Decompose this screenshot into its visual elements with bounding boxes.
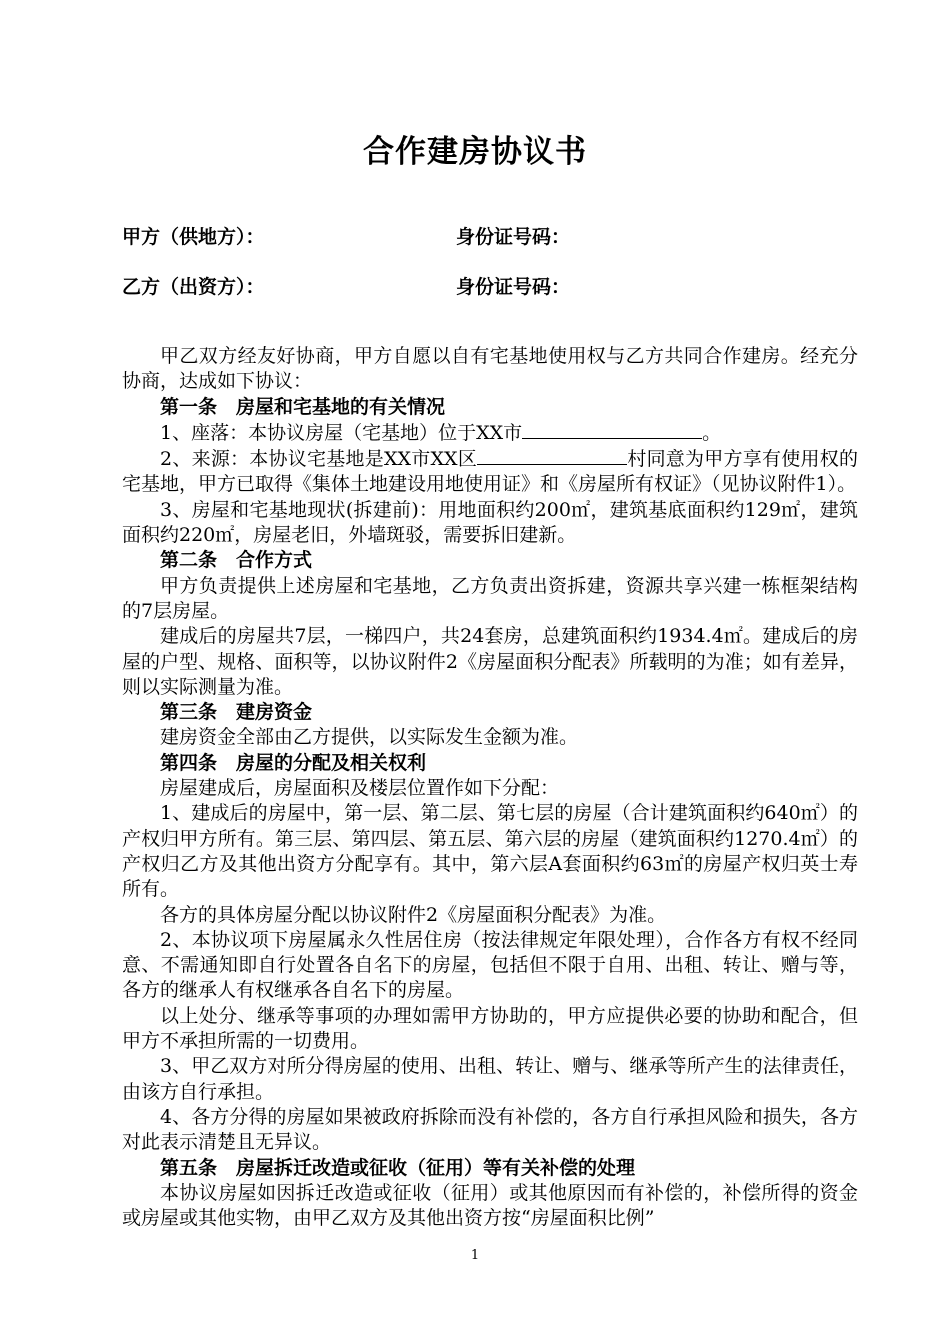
article-2-paragraph-2: 建成后的房屋共7层，一梯四户，共24套房，总建筑面积约1934.4㎡。建成后的房屋的户型、规格、面积等，以协议附件2《房屋面积分配表》所载明的为准；如有差异，则以实际测量为准。	[122, 625, 858, 698]
party-b-label: 乙方（出资方）：	[122, 276, 265, 298]
article-5-heading: 第五条 房屋拆迁改造或征收（征用）等有关补偿的处理	[160, 1156, 636, 1179]
party-a-id-label: 身份证号码：	[456, 226, 571, 248]
article-4-paragraph-1: 房屋建成后，房屋面积及楼层位置作如下分配：	[160, 777, 560, 800]
document-title: 合作建房协议书	[363, 134, 587, 170]
article-1-item-2	[122, 446, 858, 498]
article-4-paragraph-3: 各方的具体房屋分配以协议附件2《房屋面积分配表》为准。	[160, 903, 667, 926]
article-4-paragraph-2: 1、建成后的房屋中，第一层、第二层、第七层的房屋（合计建筑面积约640㎡）的产权归甲方所有。第三层、第四层、第五层、第六层的房屋（建筑面积约1270.4㎡）的产权归乙方及其他出资方分配享有。其中，第六层A套面积约63㎡的房屋产权归英士寿所有。	[122, 802, 858, 901]
article-4-paragraph-7: 4、各方分得的房屋如果被政府拆除而没有补偿的，各方自行承担风险和损失，各方对此表示清楚且无异议。	[122, 1105, 858, 1154]
article-1-heading: 第一条 房屋和宅基地的有关情况	[160, 395, 446, 418]
article-4-heading: 第四条 房屋的分配及相关权利	[160, 751, 427, 774]
article-1-item-1	[122, 420, 858, 446]
article-4-paragraph-6: 3、甲乙双方对所分得房屋的使用、出租、转让、赠与、继承等所产生的法律责任，由该方自行承担。	[122, 1055, 858, 1103]
source-rest: 村同意为甲方享有使用权的宅基地，甲方已取得《集体土地建设用地使用证》和《房屋所有权证》（见协议附件1）。	[122, 448, 858, 496]
article-1-item-3: 3、房屋和宅基地现状(拆建前)：用地面积约200㎡，建筑基底面积约129㎡，建筑面积约220㎡，房屋老旧，外墙斑驳，需要拆旧建新。	[122, 498, 858, 547]
party-b-id-label: 身份证号码：	[456, 276, 571, 298]
location-text: 1、座落：本协议房屋（宅基地）位于XX市	[160, 421, 523, 444]
article-2-heading: 第二条 合作方式	[160, 549, 313, 572]
source-text: 2、来源：本协议宅基地是XX市XX区	[160, 448, 478, 471]
article-4-paragraph-4: 2、本协议项下房屋属永久性居住房（按法律规定年限处理），合作各方有权不经同意、不需通知即自行处置各自名下的房屋，包括但不限于自用、出租、转让、赠与等，各方的继承人有权继承各自名下的房屋。	[122, 928, 858, 1002]
village-blank	[477, 446, 627, 465]
article-2-paragraph-1: 甲方负责提供上述房屋和宅基地，乙方负责出资拆建，资源共享兴建一栋框架结构的7层房屋。	[122, 574, 858, 622]
location-end: 。	[702, 421, 722, 444]
party-a-label: 甲方（供地方）：	[122, 226, 265, 248]
location-blank	[522, 420, 702, 439]
page-number: 1	[470, 1248, 480, 1263]
intro-paragraph: 甲乙双方经友好协商，甲方自愿以自有宅基地使用权与乙方共同合作建房。经充分协商，达成如下协议：	[122, 345, 858, 393]
agreement-body	[122, 344, 858, 1231]
article-3-paragraph-1: 建房资金全部由乙方提供，以实际发生金额为准。	[160, 726, 579, 749]
article-4-paragraph-5: 以上处分、继承等事项的办理如需甲方协助的，甲方应提供必要的协助和配合，但甲方不承担所需的一切费用。	[122, 1004, 858, 1053]
article-5-paragraph-1: 本协议房屋如因拆迁改造或征收（征用）或其他原因而有补偿的，补偿所得的资金或房屋或其他实物，由甲乙双方及其他出资方按“房屋面积比例”	[122, 1181, 858, 1230]
article-3-heading: 第三条 建房资金	[160, 701, 313, 724]
